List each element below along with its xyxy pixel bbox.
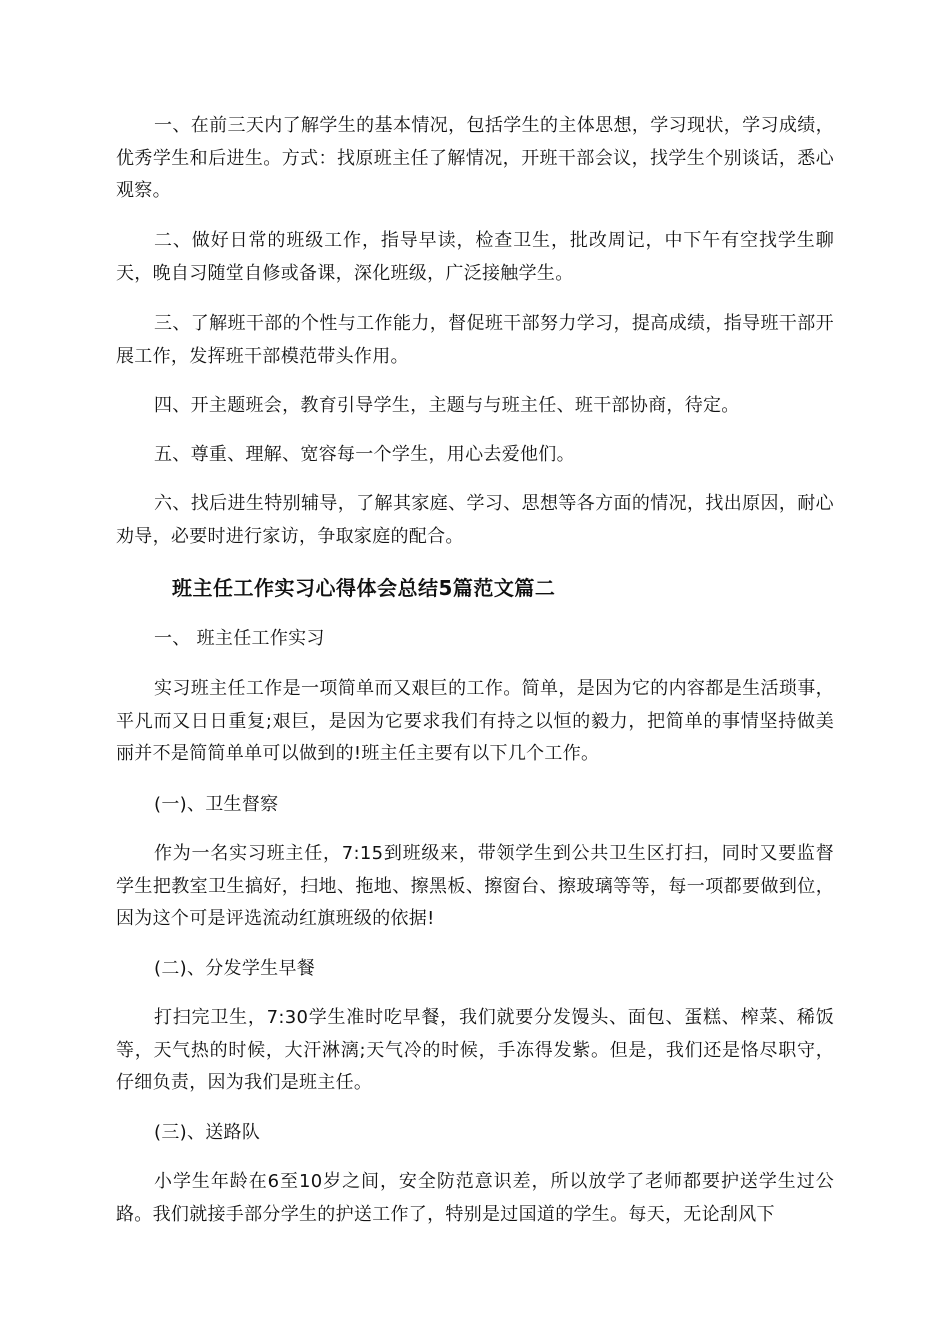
- paragraph-5: 五、尊重、理解、宽容每一个学生，用心去爱他们。: [154, 444, 575, 465]
- subheading-breakfast: (二)、分发学生早餐: [154, 958, 316, 979]
- subheading-internship: 一、 班主任工作实习: [154, 628, 325, 649]
- subheading-road-escort: (三)、送路队: [154, 1122, 261, 1143]
- paragraph-intro: 实习班主任工作是一项简单而又艰巨的工作。简单，是因为它的内容都是生活琐事，平凡而又日日重复;艰巨，是因为它要求我们有持之以恒的毅力，把简单的事情坚持做美丽并不是简简单单可以做到的!班主任主要有以下几个工作。: [116, 678, 834, 764]
- paragraph-6: 六、找后进生特别辅导，了解其家庭、学习、思想等各方面的情况，找出原因，耐心劝导，必要时进行家访，争取家庭的配合。: [116, 493, 834, 547]
- subheading-hygiene: (一)、卫生督察: [154, 794, 279, 815]
- paragraph-road-escort: 小学生年龄在6至10岁之间，安全防范意识差，所以放学了老师都要护送学生过公路。我们就接手部分学生的护送工作了，特别是过国道的学生。每天，无论刮风下: [116, 1171, 834, 1225]
- paragraph-hygiene: 作为一名实习班主任，7:15到班级来，带领学生到公共卫生区打扫，同时又要监督学生把教室卫生搞好，扫地、拖地、擦黑板、擦窗台、擦玻璃等等，每一项都要做到位，因为这个可是评选流动红旗班级的依据!: [116, 843, 834, 929]
- paragraph-2: 二、做好日常的班级工作，指导早读，检查卫生，批改周记，中下午有空找学生聊天，晚自习随堂自修或备课，深化班级，广泛接触学生。: [116, 230, 834, 284]
- paragraph-4: 四、开主题班会，教育引导学生，主题与与班主任、班干部协商，待定。: [154, 395, 740, 416]
- paragraph-3: 三、了解班干部的个性与工作能力，督促班干部努力学习，提高成绩，指导班干部开展工作，发挥班干部模范带头作用。: [116, 313, 834, 367]
- paragraph-breakfast: 打扫完卫生，7:30学生准时吃早餐，我们就要分发馒头、面包、蛋糕、榨菜、稀饭等，天气热的时候，大汗淋漓;天气冷的时候，手冻得发紫。但是，我们还是恪尽职守，仔细负责，因为我们是班主任。: [116, 1007, 834, 1093]
- paragraph-1: 一、在前三天内了解学生的基本情况，包括学生的主体思想，学习现状，学习成绩，优秀学生和后进生。方式：找原班主任了解情况，开班干部会议，找学生个别谈话，悉心观察。: [116, 115, 834, 201]
- section-heading: 班主任工作实习心得体会总结5篇范文篇二: [172, 576, 556, 600]
